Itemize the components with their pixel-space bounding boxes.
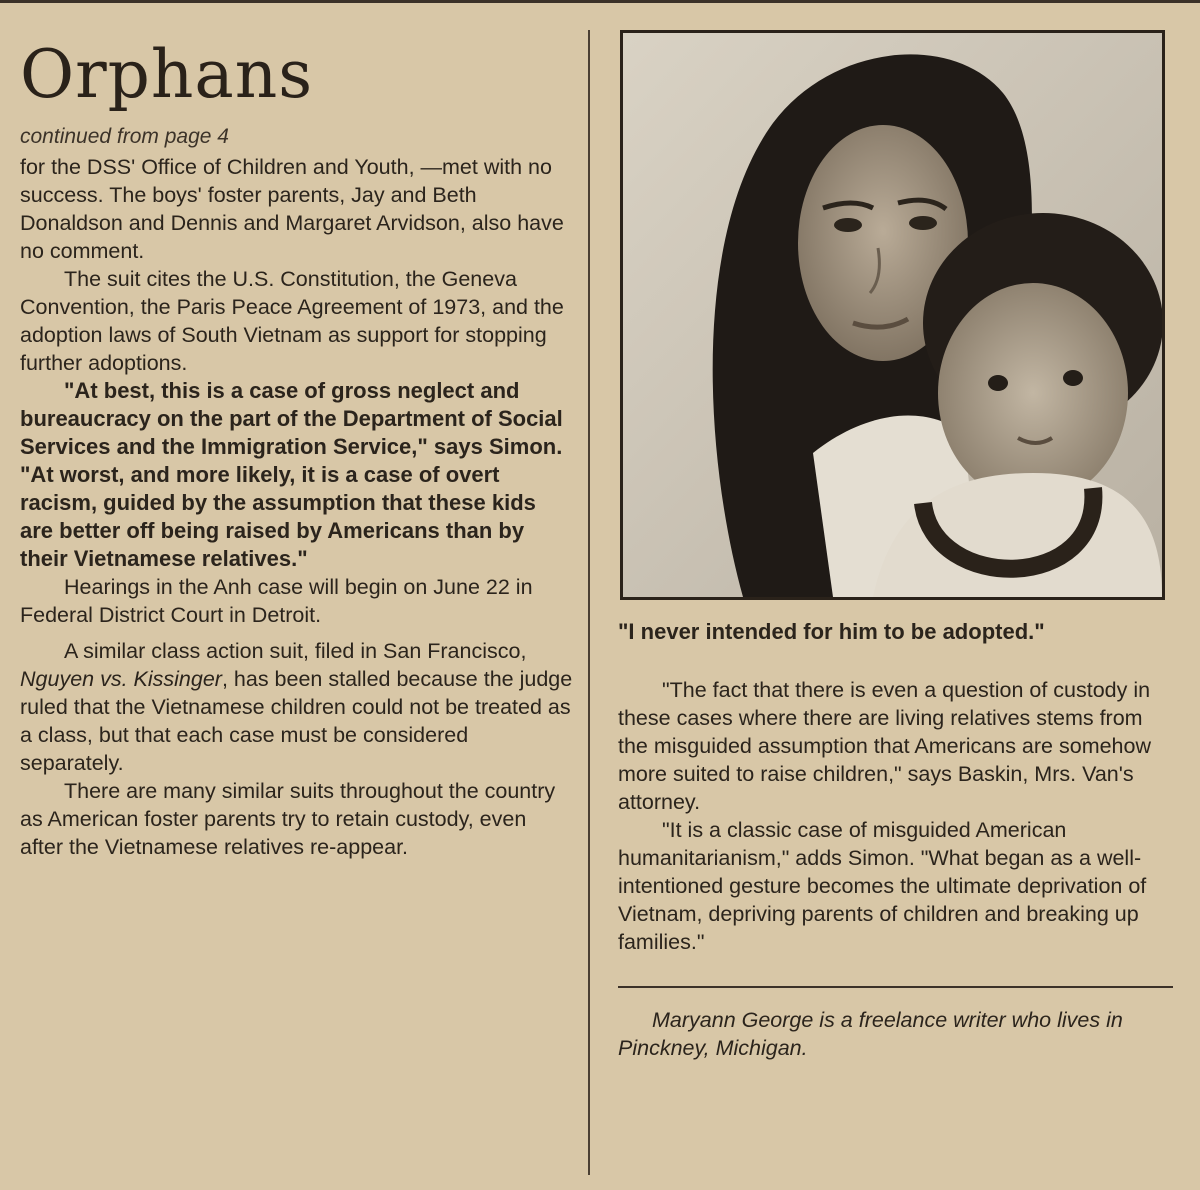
top-rule bbox=[0, 0, 1200, 3]
headline: Orphans bbox=[20, 36, 314, 113]
paragraph: "It is a classic case of misguided American humanitarianism," adds Simon. "What began as a well-intentioned gesture becomes the ultimate deprivation of Vietnam, depriving parents of children and breaking up families." bbox=[618, 818, 1147, 954]
left-column bbox=[20, 35, 575, 861]
paragraph: The suit cites the U.S. Constitution, the Geneva Convention, the Paris Peace Agreement of 1973, and the adoption laws of South Vietnam as support for stopping further adoptions. bbox=[20, 267, 564, 375]
photo-image bbox=[623, 33, 1162, 597]
right-column bbox=[618, 610, 1173, 1062]
quote-paragraph: "At best, this is a case of gross neglect and bureaucracy on the part of the Department of Social Services and the Immigration Service," says Simon. "At worst, and more likely, it is a case of overt racism, guided by the assumption that these kids are better off being raised by Americans than by their Vietnamese relatives." bbox=[20, 378, 563, 571]
paragraph: There are many similar suits throughout the country as American foster parents try to retain custody, even after the Vietnamese relatives re-appear. bbox=[20, 779, 556, 859]
paragraph bbox=[20, 637, 575, 777]
paragraph: "The fact that there is even a question of custody in these cases where there are living relatives stems from the misguided assumption that Americans are somehow more suited to raise children," says Baskin, Mrs. Van's attorney. bbox=[618, 678, 1151, 814]
photo-mother-and-child bbox=[620, 30, 1165, 600]
paragraph-text: , has been stalled because the judge ruled that the Vietnamese children could not be treated as a class, but that each case must be considered separately. bbox=[20, 667, 573, 775]
author-byline: Maryann George is a freelance writer who lives in Pinckney, Michigan. bbox=[618, 1008, 1123, 1060]
paragraph: Hearings in the Anh case will begin on June 22 in Federal District Court in Detroit. bbox=[20, 575, 533, 627]
paragraph: for the DSS' Office of Children and Youth, —met with no success. The boys' foster parents, Jay and Beth Donaldson and Dennis and Margaret Arvidson, also have no comment. bbox=[20, 155, 564, 263]
column-divider bbox=[588, 30, 590, 1175]
byline-rule bbox=[618, 986, 1173, 988]
continued-note: continued from page 4 bbox=[20, 125, 229, 148]
paragraph-text: A similar class action suit, filed in San Francisco, bbox=[64, 639, 527, 663]
photo-caption: "I never intended for him to be adopted." bbox=[618, 619, 1045, 644]
case-name: Nguyen vs. Kissinger bbox=[20, 667, 222, 691]
